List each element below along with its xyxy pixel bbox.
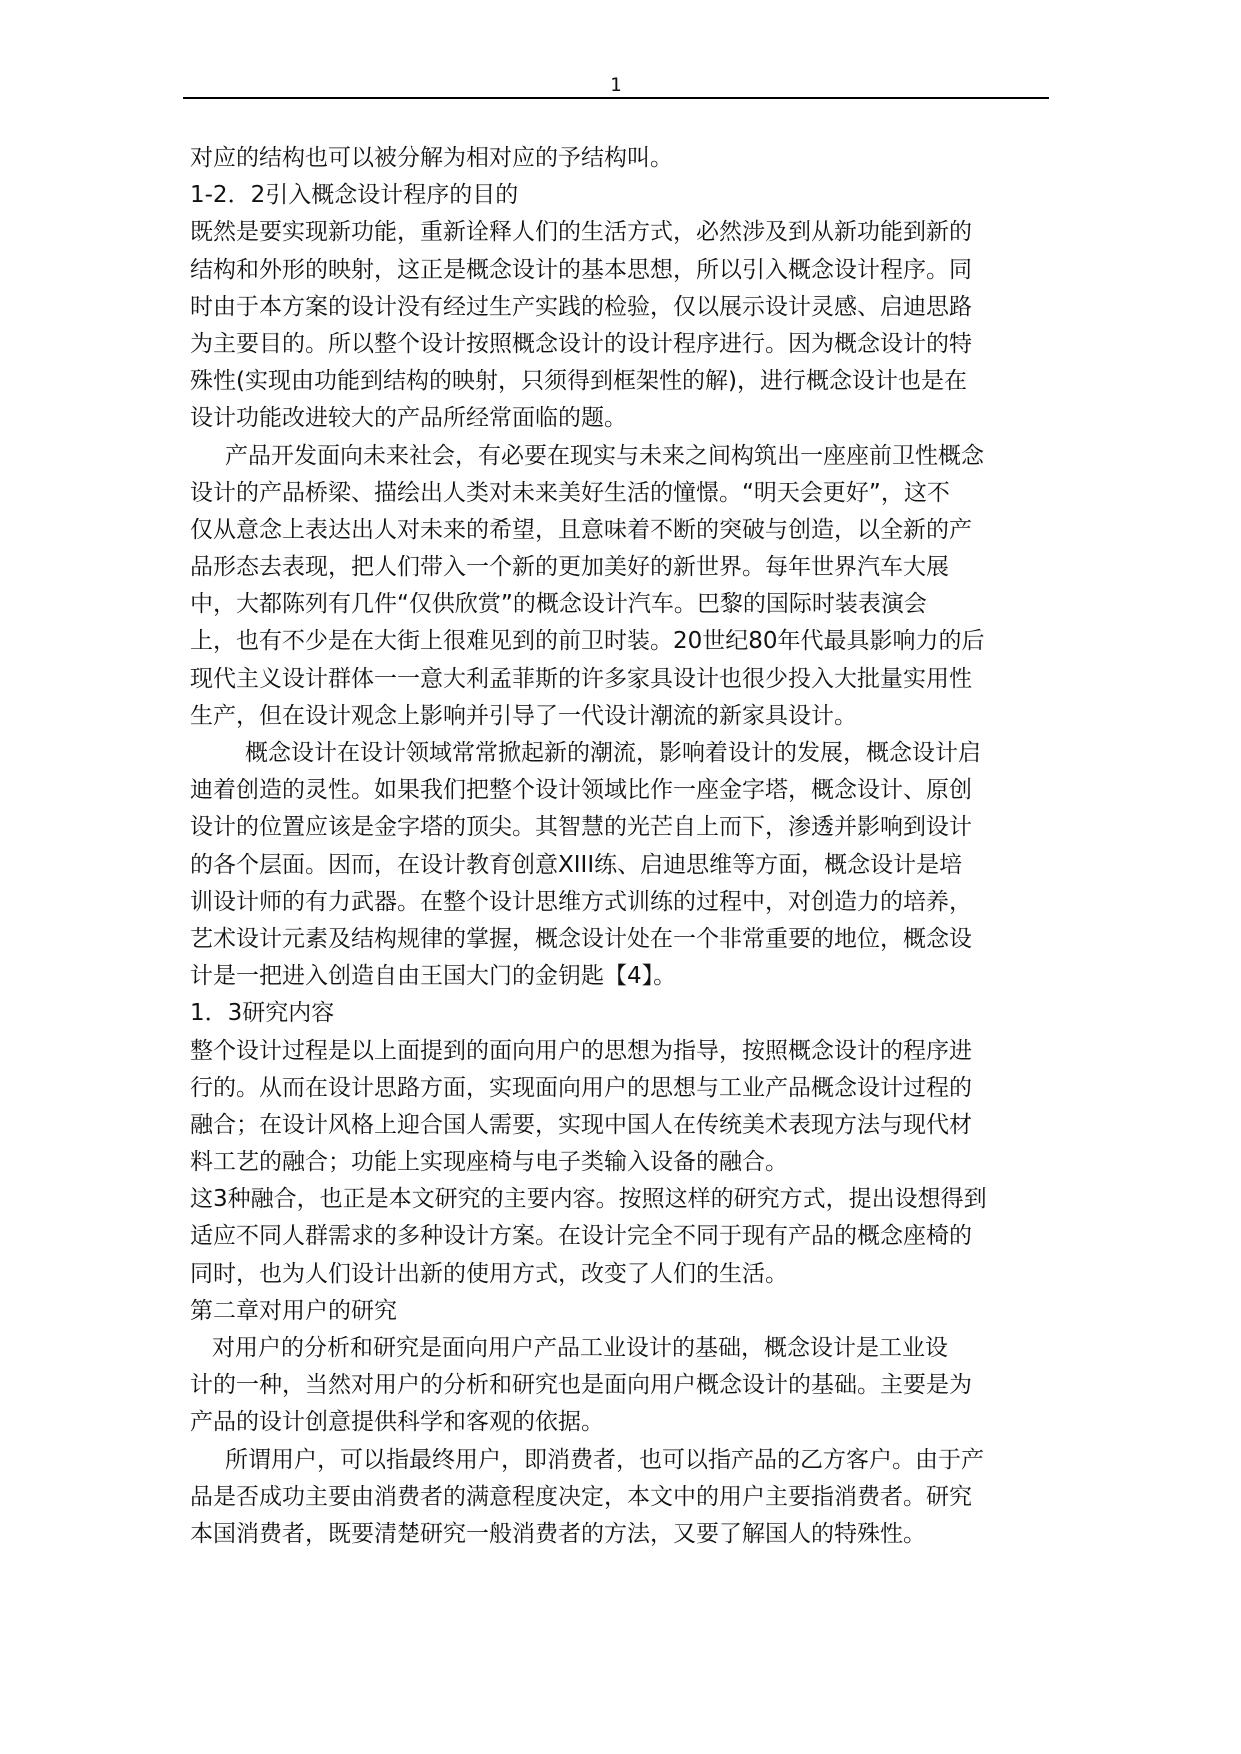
text-line: 的各个层面。因而，在设计教育创意XIII练、启迪思维等方面，概念设计是培 bbox=[190, 851, 963, 878]
chapter-heading: 第二章对用户的研究 bbox=[190, 1297, 397, 1324]
text-line: 对应的结构也可以被分解为相对应的予结构叫。 bbox=[190, 145, 673, 171]
text-line: 现代主义设计群体一一意大利孟菲斯的许多家具设计也很少投入大批量实用性 bbox=[190, 665, 972, 692]
header-rule bbox=[183, 97, 1049, 99]
text-line: 对用户的分析和研究是面向用户产品工业设计的基础，概念设计是工业设 bbox=[212, 1335, 948, 1361]
text-line: 迪着创造的灵性。如果我们把整个设计领域比作一座金字塔，概念设计、原创 bbox=[190, 777, 972, 804]
text-line: 生产，但在设计观念上影响并引导了一代设计潮流的新家具设计。 bbox=[190, 702, 857, 729]
text-line: 设计功能改进较大的产品所经常面临的题。 bbox=[190, 405, 627, 432]
section-heading: 1．3研究内容 bbox=[190, 1000, 335, 1027]
text-line: 殊性(实现由功能到结构的映射，只须得到框架性的解)，进行概念设计也是在 bbox=[190, 368, 967, 395]
text-line: 计的一种，当然对用户的分析和研究也是面向用户概念设计的基础。主要是为 bbox=[190, 1372, 972, 1399]
text-line: 融合；在设计风格上迎合国人需要，实现中国人在传统美术表现方法与现代材 bbox=[190, 1111, 972, 1138]
text-line: 本国消费者，既要清楚研究一般消费者的方法，又要了解国人的特殊性。 bbox=[190, 1520, 926, 1547]
text-line: 为主要目的。所以整个设计按照概念设计的设计程序进行。因为概念设计的特 bbox=[190, 330, 972, 357]
text-line: 中，大都陈列有几件“仅供欣赏”的概念设计汽车。巴黎的国际时装表演会 bbox=[190, 591, 927, 618]
text-line: 产品开发面向未来社会，有必要在现实与未来之间构筑出一座座前卫性概念 bbox=[225, 442, 984, 469]
text-line: 结构和外形的映射，这正是概念设计的基本思想，所以引入概念设计程序。同 bbox=[190, 256, 972, 283]
text-line: 时由于本方案的设计没有经过生产实践的检验，仅以展示设计灵感、启迪思路 bbox=[190, 293, 972, 320]
text-line: 设计的位置应该是金字塔的顶尖。其智慧的光芒自上而下，渗透并影响到设计 bbox=[190, 814, 972, 841]
text-line: 适应不同人群需求的多种设计方案。在设计完全不同于现有产品的概念座椅的 bbox=[190, 1223, 972, 1250]
text-line: 既然是要实现新功能，重新诠释人们的生活方式，必然涉及到从新功能到新的 bbox=[190, 219, 972, 246]
text-line: 训设计师的有力武器。在整个设计思维方式训练的过程中，对创造力的培养， bbox=[190, 888, 972, 915]
text-line: 艺术设计元素及结构规律的掌握，概念设计处在一个非常重要的地位，概念设 bbox=[190, 925, 972, 952]
text-line: 设计的产品桥梁、描绘出人类对未来美好生活的憧憬。“明天会更好”，这不 bbox=[190, 479, 950, 506]
text-line: 所谓用户，可以指最终用户，即消费者，也可以指产品的乙方客户。由于产 bbox=[225, 1446, 984, 1473]
text-line: 同时，也为人们设计出新的使用方式，改变了人们的生活。 bbox=[190, 1260, 788, 1287]
text-line: 品形态去表现，把人们带入一个新的更加美好的新世界。每年世界汽车大展 bbox=[190, 554, 949, 581]
text-line: 这3种融合，也正是本文研究的主要内容。按照这样的研究方式，提出设想得到 bbox=[190, 1186, 987, 1213]
text-line: 概念设计在设计领域常常掀起新的潮流，影响着设计的发展，概念设计启 bbox=[245, 740, 981, 766]
text-line: 仅从意念上表达出人对未来的希望，且意味着不断的突破与创造，以全新的产 bbox=[190, 516, 972, 543]
text-line: 上，也有不少是在大街上很难见到的前卫时装。20世纪80年代最具影响力的后 bbox=[190, 628, 985, 655]
text-line: 计是一把进入创造自由王国大门的金钥匙【4】。 bbox=[190, 963, 677, 990]
document-body bbox=[190, 140, 1042, 1553]
section-heading: 1-2．2引入概念设计程序的目的 bbox=[190, 182, 519, 209]
text-line: 料工艺的融合；功能上实现座椅与电子类输入设备的融合。 bbox=[190, 1149, 788, 1176]
text-line: 行的。从而在设计思路方面，实现面向用户的思想与工业产品概念设计过程的 bbox=[190, 1074, 972, 1101]
page-number: 1 bbox=[610, 74, 622, 96]
text-line: 品是否成功主要由消费者的满意程度决定，本文中的用户主要指消费者。研究 bbox=[190, 1483, 972, 1510]
text-line: 产品的设计创意提供科学和客观的依据。 bbox=[190, 1409, 604, 1436]
text-line: 整个设计过程是以上面提到的面向用户的思想为指导，按照概念设计的程序进 bbox=[190, 1037, 972, 1064]
